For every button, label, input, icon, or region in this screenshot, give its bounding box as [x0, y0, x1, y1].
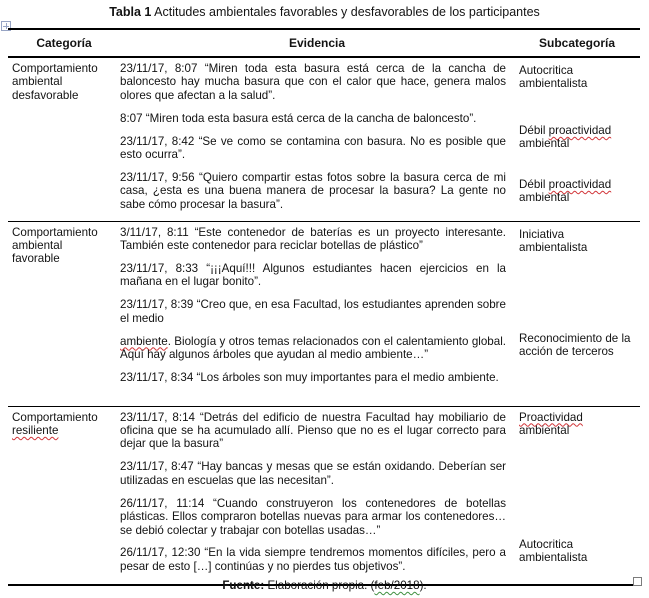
text-segment: Reconocimiento de la acción de terceros: [519, 331, 631, 359]
text-segment: 23/11/17, 8:33 “¡¡¡Aquí!!! Algunos estudiantes hacen ejercicios en la mañana en el lugar bonito”.: [120, 261, 506, 289]
subcategory-label: [519, 64, 631, 91]
text-segment: 23/11/17, 9:56 “Quiero compartir estas fotos sobre la basura cerca de mi casa, ¿esta es una buena manera de procesar la basura? La gente no sabe cómo procesar la basura”.: [120, 170, 506, 211]
text-segment: Débil: [519, 124, 549, 137]
text-segment: 23/11/17, 8:07 “Miren toda esta basura está cerca de la cancha de baloncesto hay mucha basura que con el calor que hace, genera malos olores que afectan a la salud”.: [120, 62, 506, 102]
text-segment: Comportamiento ambiental favorable: [12, 225, 98, 266]
text-segment: Débil: [519, 178, 549, 191]
text-segment: 23/11/17, 8:14 “Detrás del edificio de nuestra Facultad hay mobiliario de oficina que se ha acumulado allí. Pienso que no es el lugar correcto para dejar que la basura”: [120, 410, 506, 451]
category-cell: [8, 58, 120, 221]
table-title-label: Tabla 1: [109, 5, 152, 19]
text-segment: Autocritica ambientalista: [519, 537, 588, 565]
text-segment: ).: [419, 579, 427, 592]
table-section: [8, 221, 640, 406]
evidence-cell: [120, 222, 514, 406]
flagged-text: Proactividad: [519, 410, 583, 424]
text-segment: 23/11/17, 8:39 “Creo que, en esa Facultad, los estudiantes aprenden sobre el medio: [120, 298, 506, 325]
header-evidence: Evidencia: [288, 36, 346, 50]
evidence-paragraph: [120, 411, 506, 451]
subcategory-label: [519, 332, 631, 359]
evidence-paragraph: [120, 371, 506, 384]
evidence-paragraph: [120, 112, 506, 125]
subcategory-cell: [514, 407, 640, 584]
subcategory-label: [519, 411, 631, 438]
text-segment: Autocritica ambientalista: [519, 64, 588, 91]
evidence-paragraph: [120, 171, 506, 211]
text-segment: . Biología y otros temas relacionados con el calentamiento global. Aquí hay algunos árboles que ayudan al medio ambiente…”: [120, 334, 506, 361]
subcategory-cell: [514, 58, 640, 221]
evidence-paragraph: [120, 546, 506, 573]
flagged-text: resiliente: [12, 424, 59, 438]
subcategory-label: [519, 178, 631, 205]
header-subcategory: Subcategoría: [538, 36, 616, 50]
table-resize-handle-icon[interactable]: [633, 577, 642, 586]
text-segment: Fuente:: [222, 579, 265, 592]
flagged-text: proactividad: [548, 124, 612, 137]
text-segment: Iniciativa ambientalista: [519, 227, 588, 255]
evidence-cell: [120, 58, 514, 221]
subcategory-label: [519, 228, 631, 255]
table-header-row: [8, 30, 640, 58]
evidence-paragraph: [120, 335, 506, 362]
evidence-paragraph: [120, 497, 506, 537]
text-segment: Comportamiento: [12, 410, 98, 424]
table: [8, 28, 640, 586]
category-cell: [8, 222, 120, 406]
text-segment: ambiental: [519, 191, 570, 205]
text-segment: ambiental: [519, 424, 570, 438]
text-segment: 23/11/17, 8:34 “Los árboles son muy importantes para el medio ambiente.: [120, 370, 499, 384]
evidence-paragraph: [120, 135, 506, 162]
text-segment: Elaboración propia. (: [264, 579, 375, 592]
category-cell: [8, 407, 120, 584]
header-category: Categoría: [36, 36, 92, 50]
flagged-text: ambiente: [120, 334, 168, 348]
text-segment: 3/11/17, 8:11 “Este contenedor de baterías es un proyecto interesante. También este contenedor para reciclar botellas de plástico”: [120, 225, 506, 253]
text-segment: ambiental: [519, 137, 570, 151]
text-segment: 8:07 “Miren toda esta basura está cerca de la cancha de baloncesto”.: [120, 111, 477, 125]
flagged-text: proactividad: [548, 178, 612, 191]
table-title: [0, 0, 649, 19]
evidence-paragraph: [120, 62, 506, 102]
text-segment: 26/11/17, 12:30 “En la vida siempre tendremos momentos difíciles, pero a pesar de esto […] continúas y no pierdes tus objetivos”.: [120, 546, 506, 573]
evidence-paragraph: [120, 226, 506, 253]
table-title-text: Actitudes ambientales favorables y desfavorables de los participantes: [151, 5, 540, 19]
table-body: [8, 58, 640, 586]
table-section: [8, 406, 640, 584]
source-note: [0, 579, 649, 592]
evidence-paragraph: [120, 460, 506, 487]
evidence-paragraph: [120, 262, 506, 289]
text-segment: Comportamiento ambiental desfavorable: [12, 62, 98, 102]
flagged-text: feb/2018: [374, 579, 420, 592]
text-segment: 26/11/17, 11:14 “Cuando construyeron los contenedores de botellas plásticas. Ellos compraron botellas nuevas para armar los contenedores…se debió colectar y trabajar con botellas usadas…”: [120, 496, 506, 537]
table-section: [8, 58, 640, 221]
text-segment: 23/11/17, 8:42 “Se ve como se contamina con basura. No es posible que esto ocurra”.: [120, 134, 506, 162]
subcategory-label: [519, 124, 631, 151]
text-segment: 23/11/17, 8:47 “Hay bancas y mesas que se están oxidando. Deberían ser utilizadas en escuelas que las necesitan”.: [120, 460, 506, 487]
evidence-cell: [120, 407, 514, 584]
subcategory-cell: [514, 222, 640, 406]
evidence-paragraph: [120, 298, 506, 325]
subcategory-label: [519, 538, 631, 565]
